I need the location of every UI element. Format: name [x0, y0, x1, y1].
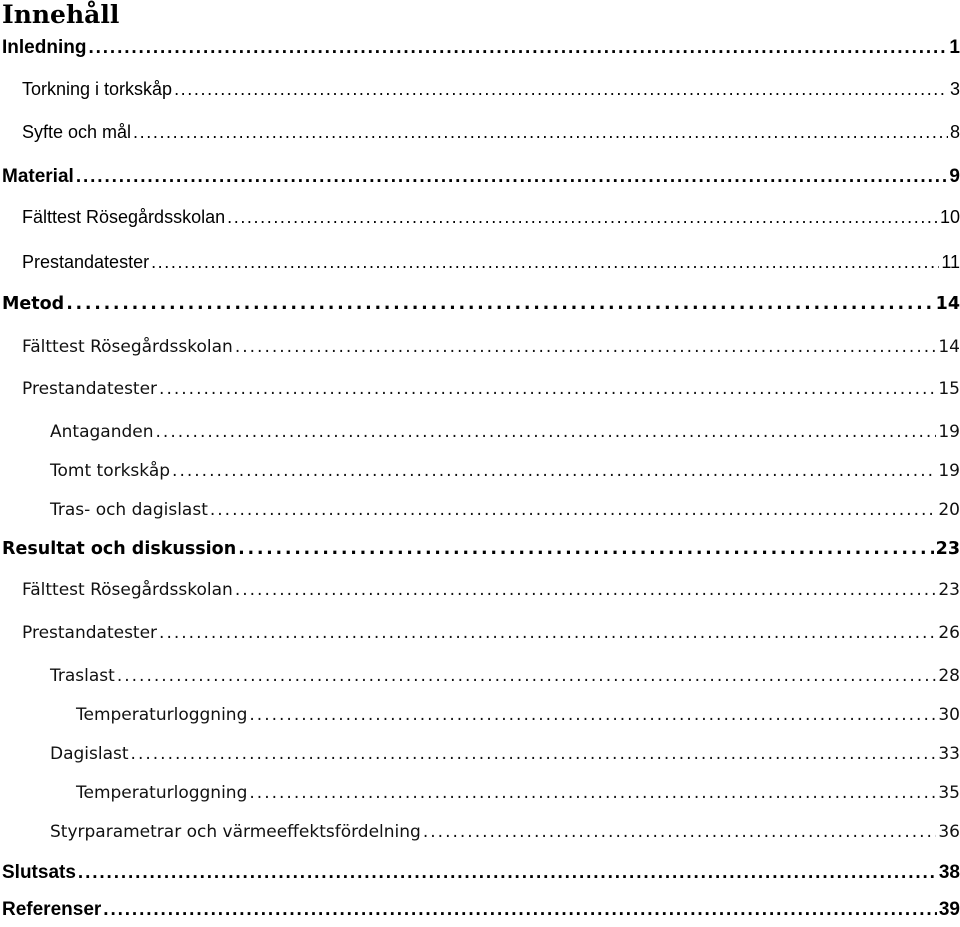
- dot-leader: [117, 666, 937, 686]
- toc-entry-page: 36: [938, 822, 960, 842]
- toc-entry-prestandatester-1[interactable]: [22, 252, 960, 280]
- toc-entry-tomt-torkskap[interactable]: [50, 461, 960, 489]
- dot-leader: [66, 294, 933, 314]
- toc-entry-falttest-2[interactable]: [22, 337, 960, 365]
- toc-entry-label: Antaganden: [50, 422, 154, 442]
- toc-entry-syfte[interactable]: [22, 122, 960, 150]
- toc-entry-label: Slutsats: [2, 862, 76, 883]
- toc-entry-page: 10: [939, 207, 960, 227]
- dot-leader: [159, 379, 936, 399]
- toc-entry-label: Temperaturloggning: [76, 783, 248, 803]
- toc-entry-page: 39: [938, 899, 960, 920]
- toc-entry-label: Fälttest Rösegårdsskolan: [22, 580, 233, 600]
- dot-leader: [235, 337, 937, 357]
- toc-entry-resultat[interactable]: [2, 539, 960, 567]
- toc-entry-page: 9: [949, 166, 960, 187]
- toc-entry-torkning[interactable]: [22, 79, 960, 107]
- toc-entry-label: Syfte och mål: [22, 122, 132, 142]
- dot-leader: [103, 899, 937, 921]
- toc-entry-page: 23: [935, 539, 960, 559]
- toc-entry-label: Tomt torkskåp: [50, 461, 171, 481]
- toc-entry-page: 11: [941, 252, 960, 272]
- toc-entry-label: Styrparametrar och värmeeffektsfördelning: [50, 822, 421, 842]
- toc-entry-label: Prestandatester: [22, 379, 158, 399]
- dot-leader: [159, 623, 936, 643]
- dot-leader: [227, 207, 938, 228]
- toc-entry-label: Tras- och dagislast: [50, 500, 208, 520]
- toc-entry-styrparametrar[interactable]: [50, 822, 960, 850]
- toc-entry-label: Torkning i torkskåp: [22, 79, 173, 99]
- toc-entry-page: 19: [938, 461, 960, 481]
- dot-leader: [131, 744, 937, 764]
- toc-entry-page: 23: [938, 580, 960, 600]
- toc-entry-label: Temperaturloggning: [76, 705, 248, 725]
- toc-title: Innehåll: [2, 0, 120, 29]
- toc-entry-falttest-1[interactable]: [22, 207, 960, 235]
- toc-entry-dagislast[interactable]: [50, 744, 960, 772]
- toc-entry-page: 14: [935, 294, 960, 314]
- toc-entry-page: 35: [938, 783, 960, 803]
- dot-leader: [210, 500, 937, 520]
- toc-entry-traslast[interactable]: [50, 666, 960, 694]
- toc-entry-page: 28: [938, 666, 960, 686]
- dot-leader: [172, 461, 936, 481]
- toc-entry-prestandatester-3[interactable]: [22, 623, 960, 651]
- toc-entry-label: Material: [2, 166, 74, 187]
- dot-leader: [151, 252, 939, 273]
- toc-entry-tras-dagislast[interactable]: [50, 500, 960, 528]
- toc-entry-falttest-3[interactable]: [22, 580, 960, 608]
- toc-entry-label: Resultat och diskussion: [2, 539, 237, 559]
- toc-entry-page: 33: [938, 744, 960, 764]
- toc-entry-page: 30: [938, 705, 960, 725]
- toc-entry-metod[interactable]: [2, 294, 960, 322]
- dot-leader: [235, 580, 937, 600]
- dot-leader: [78, 862, 937, 884]
- toc-entry-page: 19: [938, 422, 960, 442]
- toc-entry-page: 20: [938, 500, 960, 520]
- toc-entry-slutsats[interactable]: [2, 862, 960, 890]
- toc-entry-label: Fälttest Rösegårdsskolan: [22, 337, 233, 357]
- dot-leader: [423, 822, 937, 842]
- dot-leader: [133, 122, 948, 143]
- dot-leader: [88, 37, 947, 59]
- toc-entry-label: Metod: [2, 294, 65, 314]
- toc-entry-page: 8: [949, 122, 960, 142]
- dot-leader: [76, 166, 948, 188]
- toc-entry-temperaturloggning-2[interactable]: [76, 783, 960, 811]
- toc-entry-page: 14: [938, 337, 960, 357]
- toc-entry-page: 15: [938, 379, 960, 399]
- toc-entry-label: Traslast: [50, 666, 115, 686]
- toc-entry-material[interactable]: [2, 166, 960, 194]
- toc-entry-label: Inledning: [2, 37, 87, 58]
- toc-entry-referenser[interactable]: [2, 899, 960, 927]
- toc-entry-label: Dagislast: [50, 744, 129, 764]
- dot-leader: [249, 705, 936, 725]
- dot-leader: [174, 79, 948, 100]
- dot-leader: [238, 539, 933, 559]
- toc-entry-page: 3: [949, 79, 960, 99]
- toc-entry-label: Prestandatester: [22, 252, 150, 272]
- toc-entry-label: Referenser: [2, 899, 102, 920]
- toc-entry-page: 26: [938, 623, 960, 643]
- toc-entry-page: 38: [938, 862, 960, 883]
- toc-entry-label: Fälttest Rösegårdsskolan: [22, 207, 226, 227]
- dot-leader: [156, 422, 937, 442]
- dot-leader: [249, 783, 936, 803]
- toc-entry-temperaturloggning-1[interactable]: [76, 705, 960, 733]
- toc-entry-page: 1: [949, 37, 960, 58]
- toc-entry-inledning[interactable]: [2, 37, 960, 65]
- toc-entry-prestandatester-2[interactable]: [22, 379, 960, 407]
- toc-entry-label: Prestandatester: [22, 623, 158, 643]
- toc-entry-antaganden[interactable]: [50, 422, 960, 450]
